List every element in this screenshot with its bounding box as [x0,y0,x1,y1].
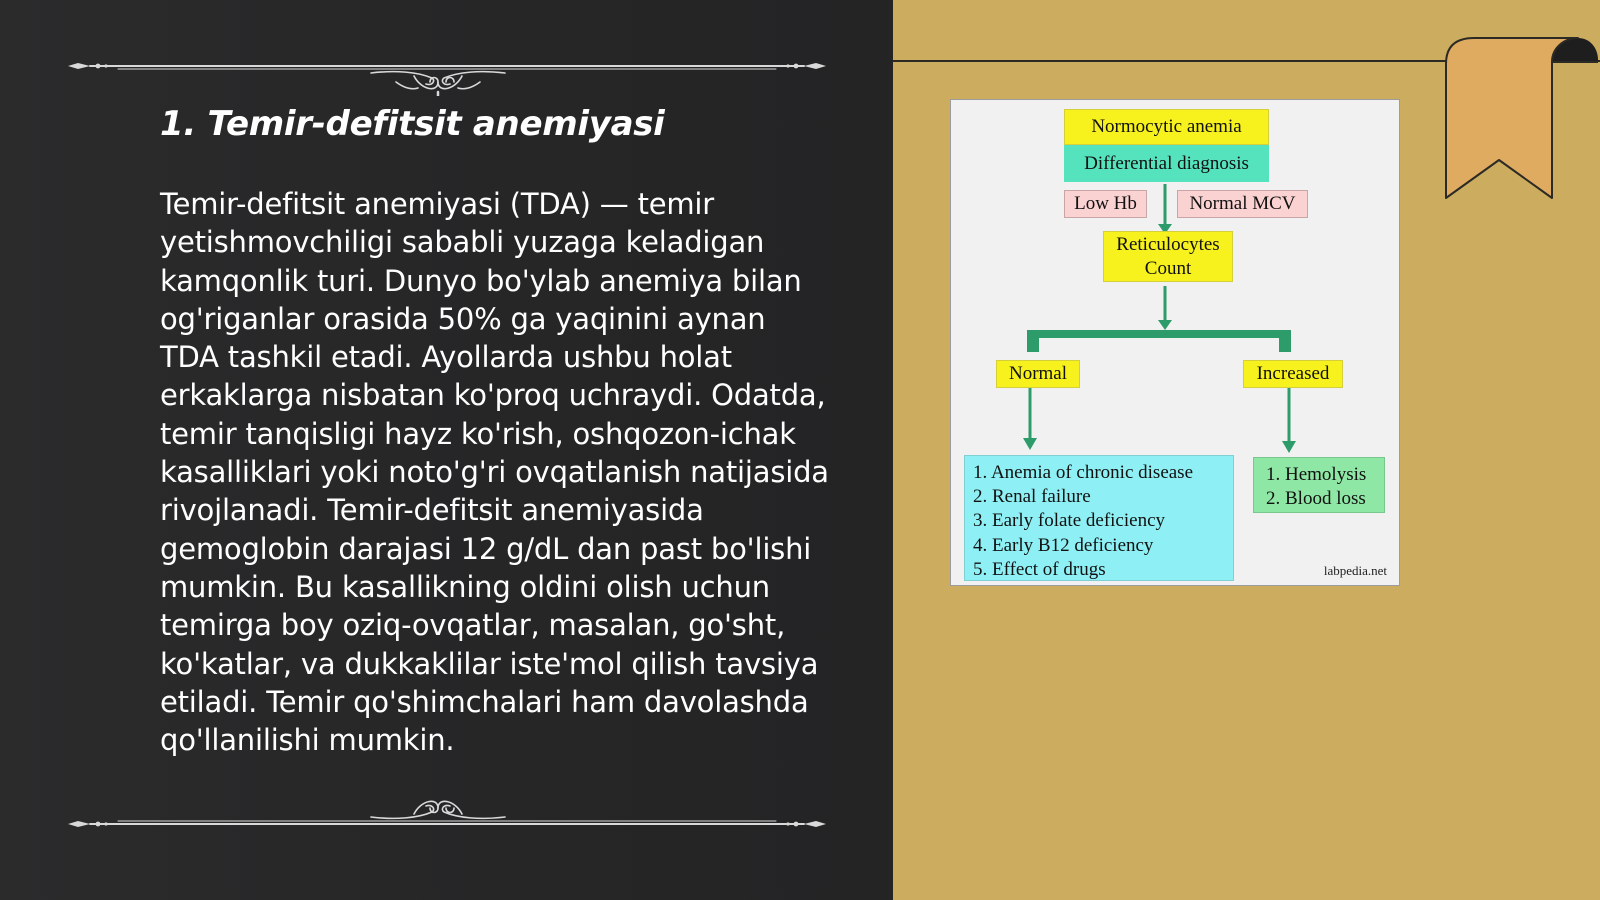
list-item: 5. Effect of drugs [973,558,1106,580]
normocytic-anemia-flowchart [950,99,1400,586]
list-item: 2. Renal failure [973,486,1091,508]
count-label: Count [1144,257,1192,279]
list-item: 2. Blood loss [1266,488,1366,510]
normal-causes-box [964,455,1234,581]
list-item: 1. Anemia of chronic disease [973,462,1194,483]
increased-causes-box [1253,457,1385,513]
normal-branch-box: Normal [996,360,1080,388]
normal-mcv-box: Normal MCV [1177,190,1308,218]
list-item: 1. Hemolysis [1266,464,1367,485]
increased-causes-list [1266,463,1366,511]
increased-branch-box: Increased [1243,360,1343,388]
normal-causes-list [973,461,1193,582]
top-ornament-border [66,46,828,96]
bookmark-ribbon [1432,34,1600,204]
reticulocytes-label: Reticulocytes [1116,233,1220,255]
image-credit: labpedia.net [1323,563,1387,578]
slide-body-text: Temir-defitsit anemiyasi (TDA) — temir yetishmovchiligi sababli yuzaga keladigan kamqonlik turi. Dunyo bo'ylab anemiya bilan og'riganlar orasida 50% ga yaqinini aynan TDA tashkil etadi. Ayollarda ushbu holat erkaklarga nisbatan ko'proq uchraydi. Odatda, temir tanqisligi hayz ko'rish, oshqozon-ichak kasalliklari yoki noto'g'ri ovqatlanish natijasida rivojlanadi. Temir-defitsit anemiyasida gemoglobin darajasi 12 g/dL dan past bo'lishi mumkin. Bu kasallikning oldini olish uchun temirga boy oziq-ovqatlar, masalan, go'sht, ko'katlar, va dukkaklilar iste'mol qilish tavsiya etiladi. Temir qo'shimchalari ham davolashda qo'llanilishi mumkin. [160,187,829,758]
bottom-ornament-border [66,780,828,830]
list-item: 3. Early folate deficiency [973,510,1166,532]
differential-diagnosis-box: Differential diagnosis [1064,145,1269,182]
slide-title: 1. Temir-defitsit anemiyasi [160,104,665,144]
list-item: 4. Early B12 deficiency [973,534,1154,556]
reticulocytes-count-box [1103,231,1233,282]
low-hb-box: Low Hb [1064,190,1147,218]
normocytic-anemia-box: Normocytic anemia [1064,109,1269,145]
